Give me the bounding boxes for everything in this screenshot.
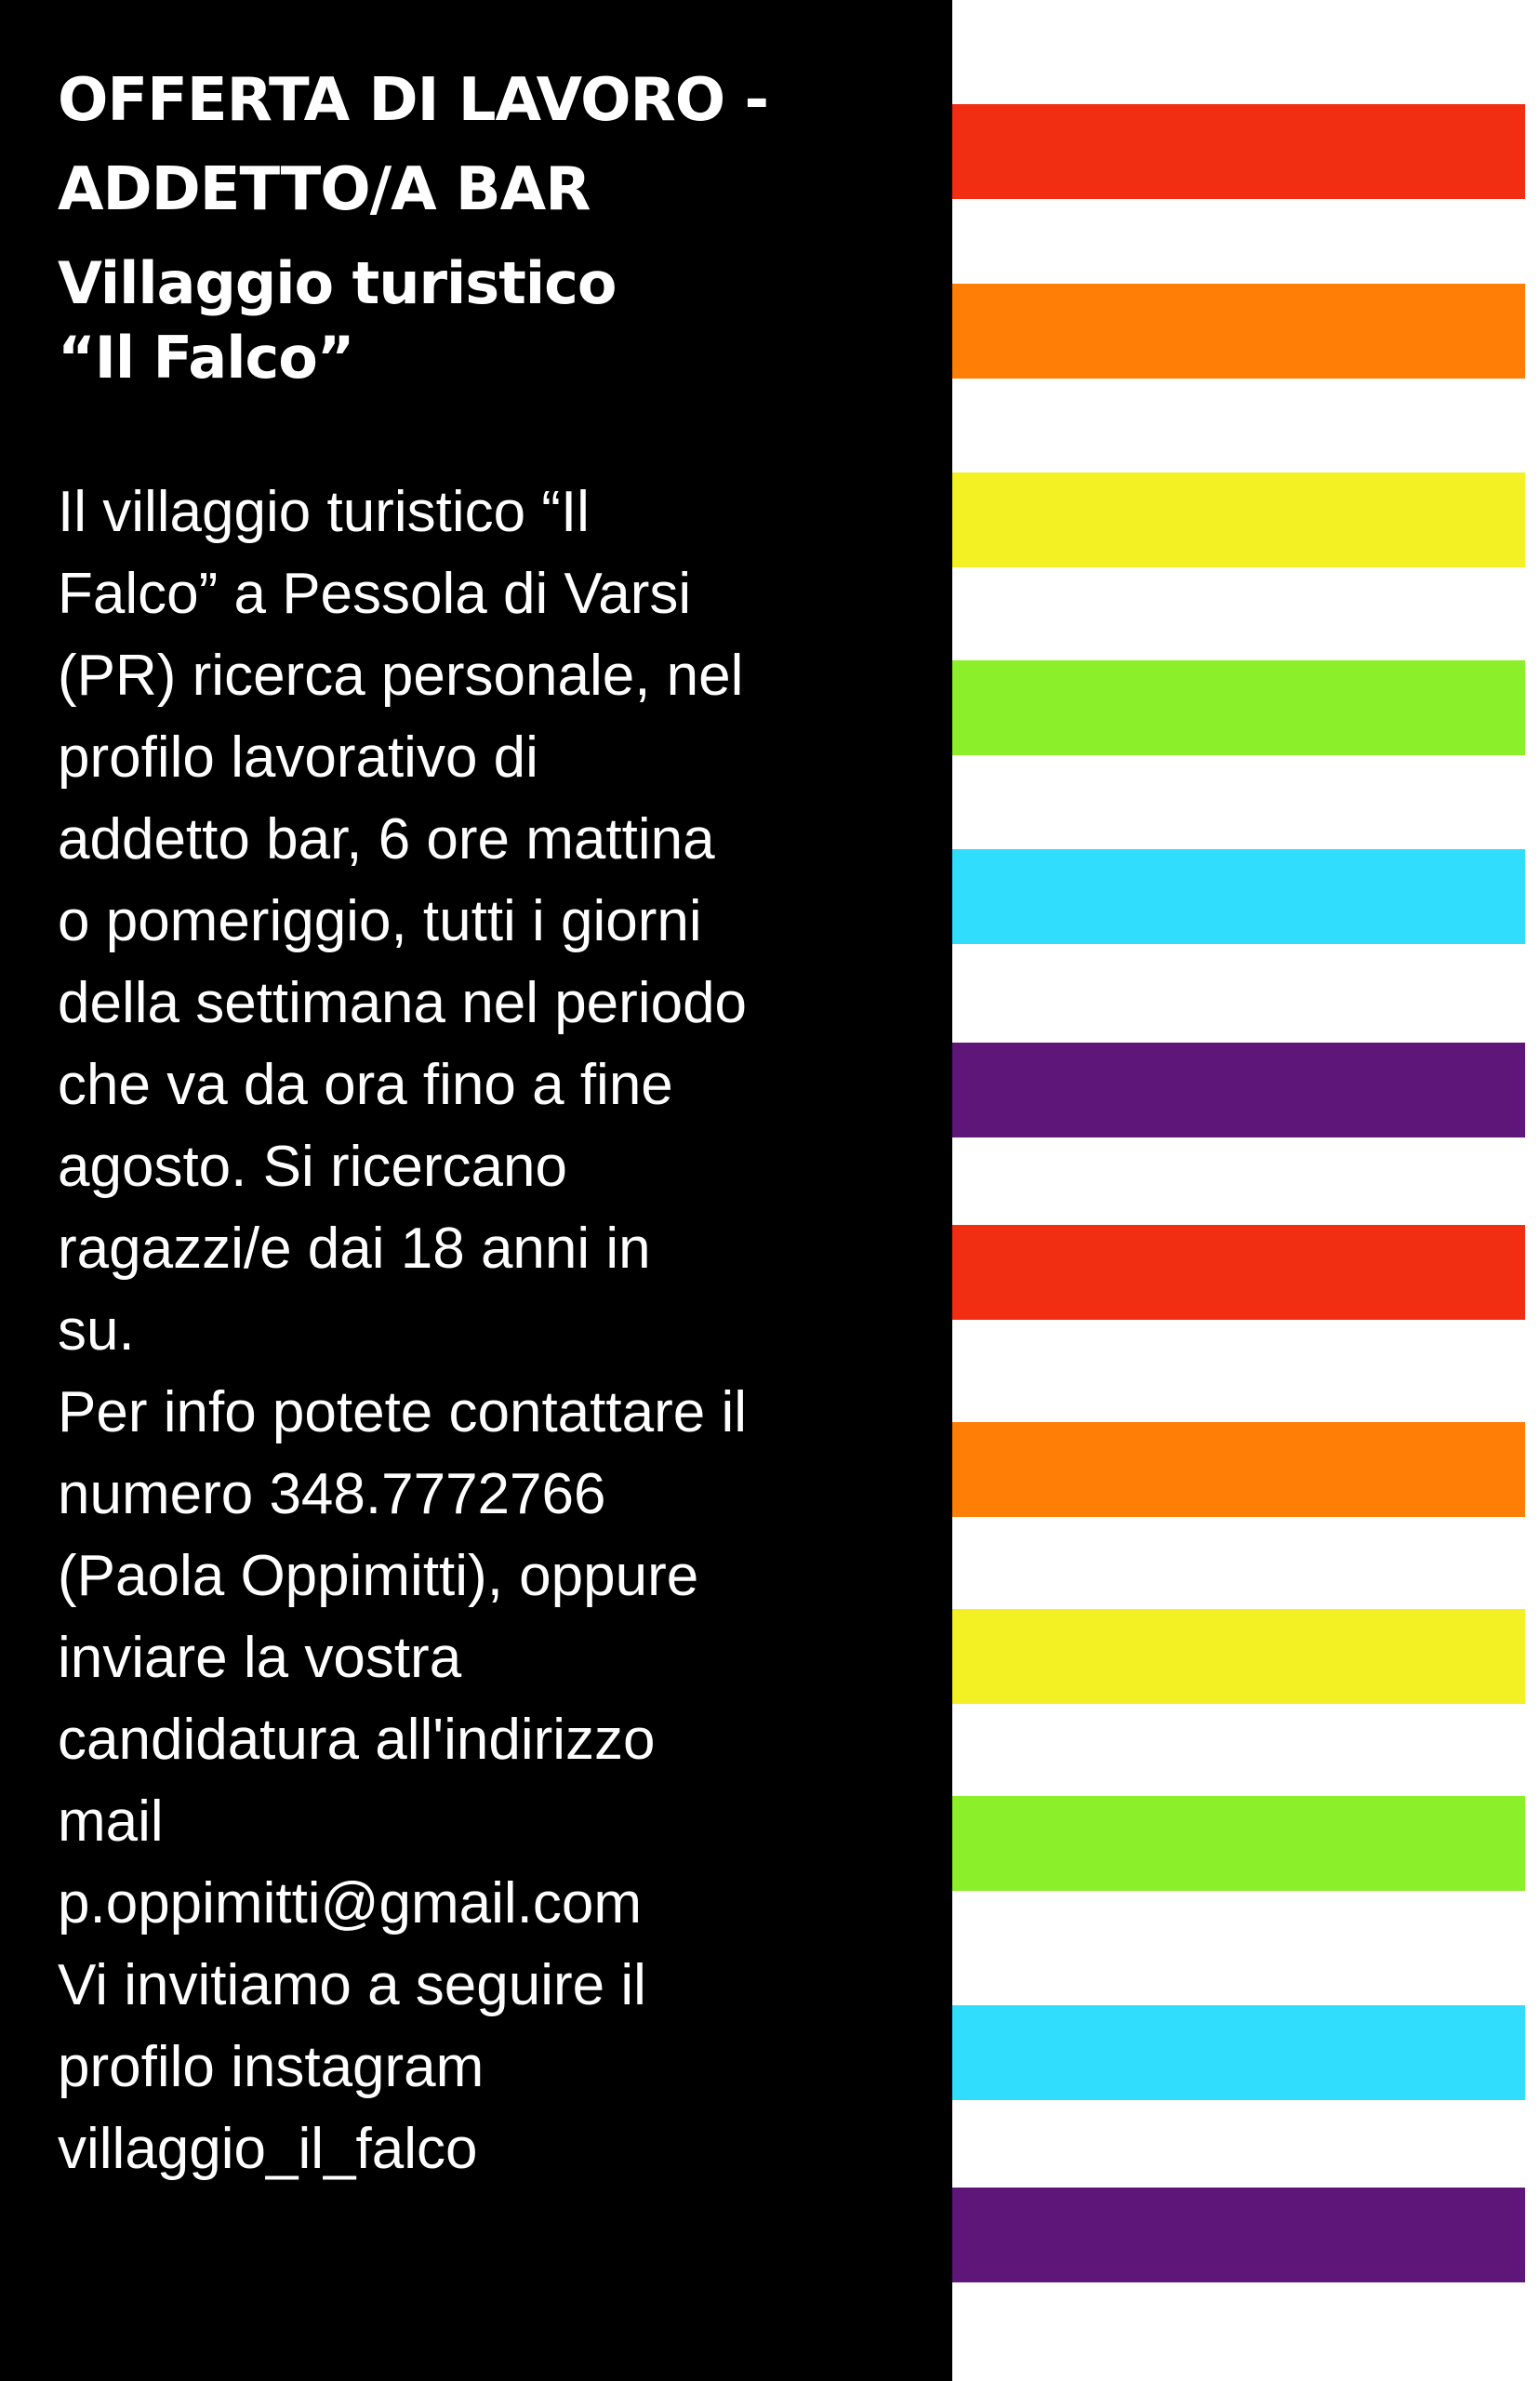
stripe-purple	[952, 1043, 1525, 1137]
body-line: Il villaggio turistico “Il	[58, 480, 590, 544]
body-line: (Paola Oppimitti), oppure	[58, 1544, 699, 1608]
body-line: che va da ora fino a fine	[58, 1053, 673, 1117]
stripe-yellow	[952, 472, 1525, 567]
body-line: Falco” a Pessola di Varsi	[58, 562, 692, 626]
body-line: (PR) ricerca personale, nel	[58, 644, 744, 708]
headline-line: ADDETTO/A BAR	[58, 155, 591, 224]
subtitle-line: Villaggio turistico	[58, 249, 617, 317]
rainbow-stripes-panel	[952, 0, 1540, 2381]
body-line: agosto. Si ricercano	[58, 1135, 567, 1199]
body-line: Per info potete contattare il	[58, 1380, 748, 1444]
stripe-yellow	[952, 1609, 1525, 1704]
headline-line: OFFERTA DI LAVORO -	[58, 66, 768, 135]
instagram-handle: villaggio_il_falco	[58, 2117, 478, 2181]
email-address: p.oppimitti@gmail.com	[58, 1871, 643, 1935]
stripe-green	[952, 1796, 1525, 1891]
body-line: mail	[58, 1789, 164, 1854]
stripe-red	[952, 1225, 1525, 1320]
stripe-cyan	[952, 849, 1525, 944]
subtitle-line: “Il Falco”	[58, 324, 354, 392]
body-line: profilo lavorativo di	[58, 725, 538, 790]
body-line: Vi invitiamo a seguire il	[58, 1953, 646, 2017]
stripe-purple	[952, 2188, 1525, 2282]
body-line: della settimana nel periodo	[58, 971, 748, 1035]
job-description	[58, 472, 932, 2190]
body-line: addetto bar, 6 ore mattina	[58, 807, 715, 871]
stripe-red	[952, 104, 1525, 199]
body-line: su.	[58, 1298, 135, 1363]
stripe-orange	[952, 1422, 1525, 1517]
body-line: inviare la vostra	[58, 1626, 462, 1690]
headline	[58, 56, 913, 234]
body-line: profilo instagram	[58, 2035, 485, 2099]
stripe-green	[952, 660, 1525, 755]
stripe-orange	[952, 284, 1525, 379]
stripe-cyan	[952, 2005, 1525, 2100]
body-line: ragazzi/e dai 18 anni in	[58, 1217, 651, 1281]
phone-number-line: numero 348.7772766	[58, 1462, 606, 1526]
subtitle	[58, 246, 913, 395]
body-line: candidatura all'indirizzo	[58, 1708, 656, 1772]
body-line: o pomeriggio, tutti i giorni	[58, 889, 702, 953]
